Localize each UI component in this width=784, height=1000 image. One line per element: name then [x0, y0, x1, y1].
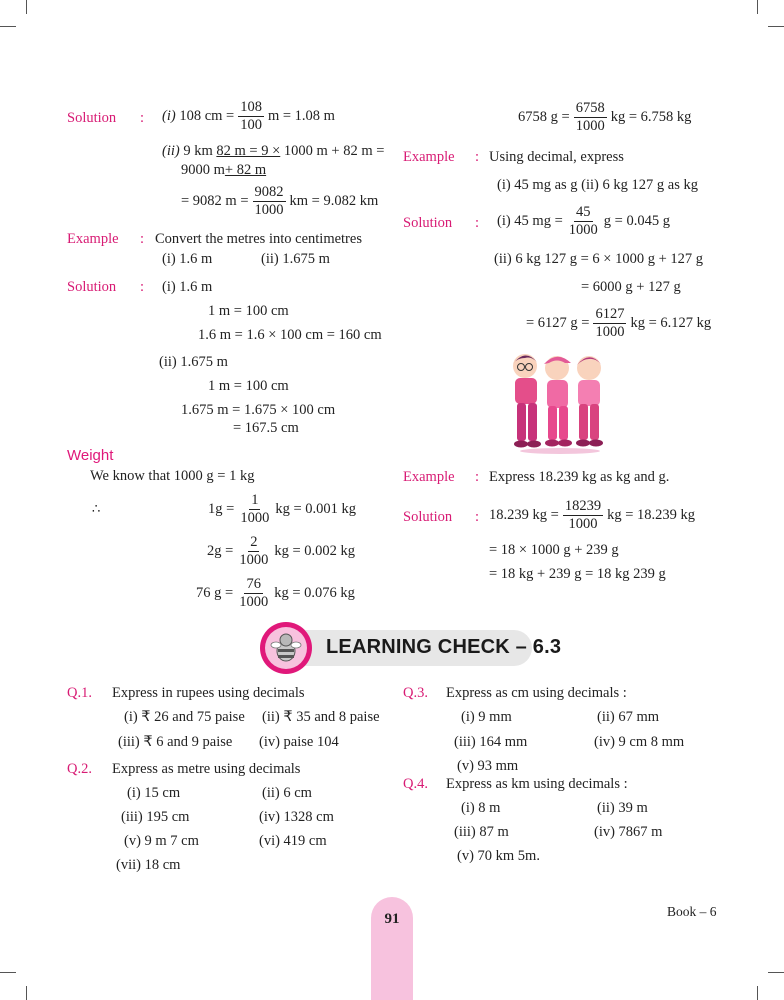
leg	[559, 406, 568, 440]
equation-rhs: g = 0.045 g	[603, 213, 670, 230]
question-option: (iv) 7867 m	[594, 824, 663, 840]
numerator: 108	[238, 100, 264, 117]
example-1-option-i: (i) 1.6 m	[162, 251, 213, 267]
question-number: Q.2.	[67, 761, 92, 777]
question-text: Express in rupees using decimals	[112, 685, 305, 701]
question-option: (v) 9 m 7 cm	[124, 833, 199, 849]
equation-lhs: 108 cm =	[179, 108, 235, 125]
shirt	[578, 380, 600, 406]
denominator: 1000	[575, 118, 605, 135]
solution-1-part-i	[162, 100, 335, 133]
solution-label: Solution	[403, 215, 453, 231]
text: 1000 m + 82 m =	[283, 143, 385, 159]
denominator: 1000	[239, 552, 269, 569]
example-label: Example	[403, 149, 455, 165]
question-option: (ii) 67 mm	[597, 709, 660, 725]
weight-row-1	[208, 493, 356, 526]
numerator: 1	[249, 493, 260, 510]
colon: :	[140, 110, 145, 126]
solution-label: Solution	[403, 509, 453, 525]
shoe	[514, 441, 528, 448]
crop-mark	[768, 972, 784, 973]
shoe	[558, 440, 572, 447]
crop-mark	[0, 972, 16, 973]
fraction	[563, 499, 603, 532]
question-option: (i) 8 m	[461, 800, 501, 816]
question-option: (iv) 1328 cm	[259, 809, 334, 825]
example-label: Example	[403, 469, 455, 485]
fraction	[567, 205, 600, 238]
shoe	[576, 440, 590, 447]
child-middle	[544, 356, 572, 447]
shirt	[547, 380, 568, 408]
colon: :	[140, 279, 145, 295]
numerator: 6127	[593, 307, 626, 324]
shadow	[520, 448, 600, 454]
equation-lhs: = 6127 g =	[526, 315, 590, 332]
question-option: (iv) paise 104	[259, 734, 339, 750]
numerator: 6758	[574, 101, 607, 118]
question-option: (iii) 195 cm	[121, 809, 190, 825]
example-2-options: (i) 45 mg as g (ii) 6 kg 127 g as kg	[497, 177, 698, 193]
equation-lhs: 76 g =	[196, 585, 234, 602]
fraction	[237, 577, 270, 610]
question-option: (i) 9 mm	[461, 709, 512, 725]
fraction	[253, 185, 286, 218]
question-option: (iii) 87 m	[454, 824, 509, 840]
head	[577, 356, 601, 380]
shoe	[527, 441, 541, 448]
weight-row-3	[196, 577, 355, 610]
fraction	[237, 535, 270, 568]
solution-4-line2: = 18 × 1000 g + 239 g	[489, 542, 619, 558]
example-1-text: Convert the metres into centimetres	[155, 231, 362, 247]
shoe	[545, 440, 559, 447]
fraction	[574, 101, 607, 134]
denominator: 1000	[595, 324, 625, 341]
equation-rhs: kg = 0.076 kg	[274, 585, 355, 602]
crop-mark	[0, 26, 16, 27]
question-option: (v) 93 mm	[457, 758, 519, 774]
text: 9 km	[183, 143, 213, 159]
fraction	[238, 493, 271, 526]
roman-label: (ii)	[162, 143, 180, 159]
question-text: Express as km using decimals :	[446, 776, 628, 792]
solution-3-part-i	[497, 205, 670, 238]
equation-rhs: kg = 0.001 kg	[275, 501, 356, 518]
child-right	[576, 356, 603, 447]
question-option: (vi) 419 cm	[259, 833, 327, 849]
bee-wing	[291, 642, 301, 648]
weight-intro: We know that 1000 g = 1 kg	[90, 468, 255, 484]
numerator: 45	[574, 205, 593, 222]
solution-2-part-i: (i) 1.6 m	[162, 279, 213, 295]
leg	[528, 403, 537, 441]
example-3-text: Express 18.239 kg as kg and g.	[489, 469, 670, 485]
colon: :	[475, 215, 480, 231]
denominator: 100	[240, 117, 262, 134]
conversion-6758	[518, 101, 691, 134]
solution-2-line: 1 m = 100 cm	[208, 378, 289, 394]
solution-1-part-ii-line2	[181, 162, 266, 179]
question-text: Express as metre using decimals	[112, 761, 301, 777]
leg	[517, 403, 526, 441]
solution-3-part-ii-line3	[526, 307, 711, 340]
example-2-text: Using decimal, express	[489, 149, 624, 165]
question-option: (i) 15 cm	[127, 785, 181, 801]
shirt	[515, 378, 537, 404]
question-option: (iv) 9 cm 8 mm	[594, 734, 685, 750]
child-left	[513, 354, 541, 448]
example-1-option-ii: (ii) 1.675 m	[261, 251, 330, 267]
numerator: 2	[248, 535, 259, 552]
fraction	[238, 100, 264, 133]
solution-1-part-ii-line1	[162, 143, 384, 160]
question-number: Q.3.	[403, 685, 428, 701]
question-option: (i) ₹ 26 and 75 paise	[124, 709, 245, 725]
text: 82 m = 9 ×	[216, 143, 281, 159]
question-number: Q.4.	[403, 776, 428, 792]
solution-2-line: 1.6 m = 1.6 × 100 cm = 160 cm	[198, 327, 382, 343]
equation-lhs: 6758 g =	[518, 109, 570, 126]
solution-1-part-ii-line3	[181, 185, 378, 218]
equation-lhs: 2g =	[207, 543, 234, 560]
crop-mark	[757, 0, 758, 14]
equation-rhs: km = 9.082 km	[289, 193, 379, 210]
leg	[579, 404, 588, 440]
bee-stripe	[278, 649, 294, 652]
example-label: Example	[67, 231, 119, 247]
colon: :	[475, 509, 480, 525]
colon: :	[475, 149, 480, 165]
equation-rhs: kg = 18.239 kg	[607, 507, 695, 524]
therefore-symbol: ∴	[92, 502, 101, 517]
weight-heading: Weight	[67, 447, 114, 464]
equation-lhs: 18.239 kg =	[489, 507, 559, 524]
fraction	[593, 307, 626, 340]
equation-lhs: (i) 45 mg =	[497, 213, 563, 230]
equation-rhs: kg = 6.758 kg	[610, 109, 692, 126]
question-option: (iii) 164 mm	[454, 734, 528, 750]
solution-label: Solution	[67, 110, 117, 126]
crop-mark	[26, 986, 27, 1000]
numerator: 9082	[253, 185, 286, 202]
question-option: (iii) ₹ 6 and 9 paise	[118, 734, 233, 750]
colon: :	[475, 469, 480, 485]
learning-check-title: LEARNING CHECK – 6.3	[326, 636, 562, 658]
solution-2-part-ii: (ii) 1.675 m	[159, 354, 228, 370]
question-option: (vii) 18 cm	[116, 857, 181, 873]
equation-lhs: = 9082 m =	[181, 193, 249, 210]
equation-lhs: 1g =	[208, 501, 235, 518]
solution-3-part-ii-line1: (ii) 6 kg 127 g = 6 × 1000 g + 127 g	[494, 251, 703, 267]
crop-mark	[768, 26, 784, 27]
question-number: Q.1.	[67, 685, 92, 701]
equation-rhs: m = 1.08 m	[267, 108, 335, 125]
children-illustration	[505, 348, 615, 456]
solution-3-part-ii-line2: = 6000 g + 127 g	[581, 279, 681, 295]
question-option: (ii) 39 m	[597, 800, 648, 816]
question-option: (v) 70 km 5m.	[457, 848, 540, 864]
solution-2-line: = 167.5 cm	[233, 420, 299, 436]
solution-4-line3: = 18 kg + 239 g = 18 kg 239 g	[489, 566, 666, 582]
denominator: 1000	[568, 222, 598, 239]
colon: :	[140, 231, 145, 247]
solution-2-line: 1 m = 100 cm	[208, 303, 289, 319]
shoe	[589, 440, 603, 447]
bee-wing	[271, 642, 281, 648]
roman-label: (i)	[162, 108, 176, 125]
numerator: 76	[244, 577, 263, 594]
denominator: 1000	[568, 516, 598, 533]
question-option: (ii) 6 cm	[262, 785, 312, 801]
leg	[548, 406, 557, 440]
denominator: 1000	[240, 510, 270, 527]
denominator: 1000	[239, 594, 269, 611]
equation-rhs: kg = 0.002 kg	[274, 543, 355, 560]
solution-label: Solution	[67, 279, 117, 295]
crop-mark	[26, 0, 27, 14]
bee-head	[280, 634, 292, 646]
solution-4-line1	[489, 499, 695, 532]
leg	[590, 404, 599, 440]
weight-row-2	[207, 535, 355, 568]
page-number: 91	[384, 911, 400, 927]
numerator: 18239	[563, 499, 603, 516]
bee-icon	[268, 630, 304, 666]
question-option: (ii) ₹ 35 and 8 paise	[262, 709, 380, 725]
solution-2-line: 1.675 m = 1.675 × 100 cm	[181, 402, 336, 418]
text: + 82 m	[224, 162, 267, 178]
crop-mark	[757, 986, 758, 1000]
equation-rhs: kg = 6.127 kg	[630, 315, 712, 332]
book-label: Book – 6	[667, 904, 717, 919]
text: 9000 m	[181, 162, 225, 178]
question-text: Express as cm using decimals :	[446, 685, 627, 701]
denominator: 1000	[254, 202, 284, 219]
bee-stripe	[278, 655, 294, 658]
